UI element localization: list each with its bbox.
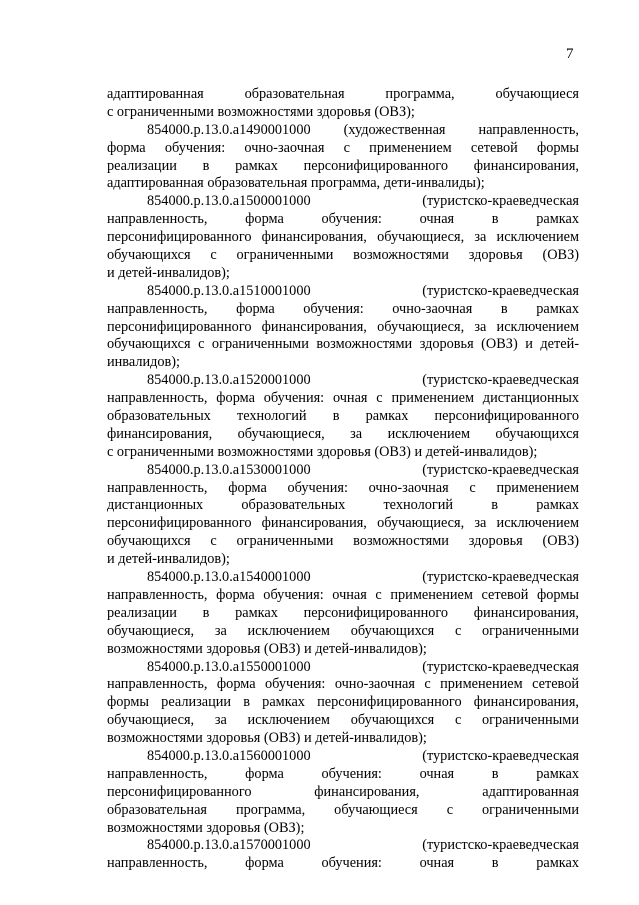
- text-line: образовательная программа, обучающиеся с ограниченными: [107, 801, 579, 818]
- text-line: направленность, форма обучения: очная в рамках: [107, 211, 579, 228]
- text-line: и детей-инвалидов);: [107, 551, 230, 568]
- text-line: адаптированная образовательная программа, дети-инвалиды);: [107, 175, 485, 192]
- page-number: 7: [566, 46, 574, 62]
- text-line: направленность, форма обучения: очная в рамках: [107, 765, 579, 782]
- text-line: направленность, форма обучения: очно-заочная в рамках: [107, 300, 579, 317]
- text-line: и детей-инвалидов);: [107, 264, 230, 281]
- text-line: инвалидов);: [107, 354, 181, 371]
- text-line: персонифицированного финансирования, обучающиеся, за исключением: [107, 515, 579, 532]
- text-line: направленность, форма обучения: очно-заочная с применением сетевой: [107, 676, 579, 693]
- text-line: 854000.р.13.0.а1530001000 (туристско-краеведческая: [147, 461, 579, 478]
- text-line: реализации в рамках персонифицированного финансирования,: [107, 157, 579, 174]
- text-line: направленность, форма обучения: очная с применением сетевой формы: [107, 586, 579, 603]
- text-line: форма обучения: очно-заочная с применением сетевой формы: [107, 139, 579, 156]
- text-line: обучающихся с ограниченными возможностями здоровья (ОВЗ): [107, 247, 579, 264]
- text-line: 854000.р.13.0.а1570001000 (туристско-краеведческая: [147, 837, 579, 854]
- text-line: обучающихся с ограниченными возможностями здоровья (ОВЗ) и детей-: [107, 336, 579, 353]
- text-line: образовательных технологий в рамках персонифицированного: [107, 408, 579, 425]
- text-line: направленность, форма обучения: очная в рамках: [107, 855, 579, 872]
- text-line: 854000.р.13.0.а1540001000 (туристско-краеведческая: [147, 569, 579, 586]
- text-line: 854000.р.13.0.а1520001000 (туристско-краеведческая: [147, 372, 579, 389]
- text-line: возможностями здоровья (ОВЗ) и детей-инвалидов);: [107, 730, 427, 747]
- text-line: возможностями здоровья (ОВЗ) и детей-инвалидов);: [107, 640, 427, 657]
- body-text: [107, 86, 579, 873]
- text-line: финансирования, обучающиеся, за исключением обучающихся: [107, 425, 579, 442]
- text-line: 854000.р.13.0.а1490001000 (художественная направленность,: [147, 121, 579, 138]
- text-line: обучающихся с ограниченными возможностями здоровья (ОВЗ): [107, 533, 579, 550]
- text-line: 854000.р.13.0.а1500001000 (туристско-краеведческая: [147, 193, 579, 210]
- text-line: персонифицированного финансирования, обучающиеся, за исключением: [107, 229, 579, 246]
- text-line: персонифицированного финансирования, адаптированная: [107, 783, 579, 800]
- text-line: реализации в рамках персонифицированного финансирования,: [107, 604, 579, 621]
- text-line: 854000.р.13.0.а1560001000 (туристско-краеведческая: [147, 747, 579, 764]
- text-line: с ограниченными возможностями здоровья (ОВЗ) и детей-инвалидов);: [107, 443, 538, 460]
- text-line: дистанционных образовательных технологий в рамках: [107, 497, 579, 514]
- text-line: возможностями здоровья (ОВЗ);: [107, 819, 305, 836]
- text-line: обучающиеся, за исключением обучающихся с ограниченными: [107, 712, 579, 729]
- text-line: 854000.р.13.0.а1550001000 (туристско-краеведческая: [147, 658, 579, 675]
- text-line: формы реализации в рамках персонифицированного финансирования,: [107, 694, 579, 711]
- text-line: персонифицированного финансирования, обучающиеся, за исключением: [107, 318, 579, 335]
- text-line: 854000.р.13.0.а1510001000 (туристско-краеведческая: [147, 282, 579, 299]
- text-line: обучающиеся, за исключением обучающихся с ограниченными: [107, 622, 579, 639]
- text-line: направленность, форма обучения: очная с применением дистанционных: [107, 390, 579, 407]
- text-line: направленность, форма обучения: очно-заочная с применением: [107, 479, 579, 496]
- text-line: с ограниченными возможностями здоровья (ОВЗ);: [107, 103, 415, 120]
- text-line: адаптированная образовательная программа, обучающиеся: [107, 86, 579, 102]
